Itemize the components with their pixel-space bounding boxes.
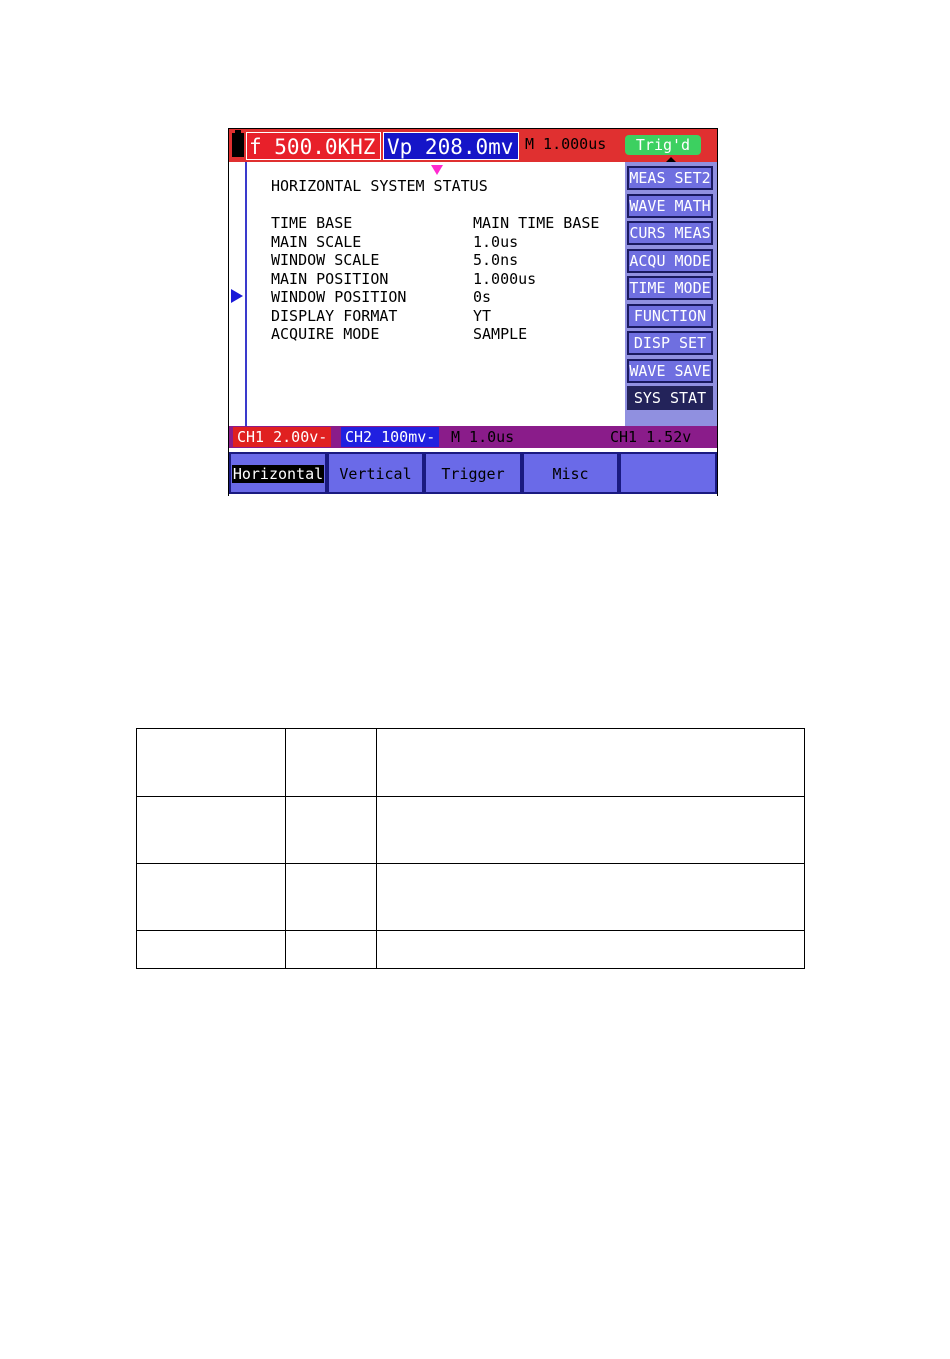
table-row [137,864,805,931]
softkey-trigger[interactable] [424,452,522,494]
ch2-scale-badge: CH2 100mv- [341,427,439,447]
menu-item-meas-set2[interactable]: MEAS SET2 [627,166,713,190]
softkey-label: Vertical [339,464,412,483]
menu-item-wave-math[interactable]: WAVE MATH [627,194,713,218]
table-cell [286,864,377,931]
status-label: DISPLAY FORMAT [271,306,398,325]
menu-item-acqu-mode[interactable]: ACQU MODE [627,249,713,273]
menu-item-function[interactable]: FUNCTION [627,304,713,328]
softkey-label: Horizontal [232,464,324,483]
softkey-label: Trigger [441,464,505,483]
status-value: MAIN TIME BASE [473,214,600,232]
softkey-misc[interactable] [522,452,619,494]
table-cell [286,931,377,969]
status-value: SAMPLE [473,325,528,343]
table-cell [286,729,377,797]
channel-position-marker-icon[interactable] [231,289,243,303]
vpp-readout: Vp 208.0mv [383,132,519,160]
frequency-readout: f 500.0KHZ [246,132,381,160]
table-cell [377,797,805,864]
status-title: HORIZONTAL SYSTEM STATUS [271,177,488,195]
status-label: MAIN SCALE [271,232,362,251]
table-cell [377,864,805,931]
status-label: WINDOW SCALE [271,251,380,269]
status-value: 1.0us [473,232,519,251]
menu-item-sys-stat[interactable]: SYS STAT [627,386,713,410]
table-row [137,729,805,797]
table-cell [137,797,286,864]
ch1-scale-badge: CH1 2.00v- [233,427,331,447]
table-cell [137,729,286,797]
menu-item-wave-save[interactable]: WAVE SAVE [627,359,713,383]
menu-item-time-mode[interactable]: TIME MODE [627,276,713,300]
oscilloscope-screen [228,128,718,496]
trigger-status-badge: Trig'd [625,135,701,155]
timebase-readout: M 1.000us [525,135,607,153]
menu-item-curs-meas[interactable]: CURS MEAS [627,221,713,245]
status-value: 0s [473,288,492,306]
status-label: MAIN POSITION [271,269,389,288]
empty-table [136,728,805,969]
softkey-horizontal[interactable] [229,452,327,494]
table-cell [377,931,805,969]
table-cell [377,729,805,797]
softkey-blank[interactable] [619,452,717,494]
table-cell [286,797,377,864]
table-cell [137,864,286,931]
status-label: WINDOW POSITION [271,288,407,306]
table-row [137,931,805,969]
status-label: TIME BASE [271,214,353,232]
timebase-info: M 1.0us [451,428,515,446]
table-cell [137,931,286,969]
table-row [137,797,805,864]
trigger-position-marker-icon[interactable] [431,165,443,175]
status-value: 5.0ns [473,251,519,269]
left-position-strip [229,162,247,426]
status-value: 1.000us [473,269,537,288]
softkey-vertical[interactable] [327,452,424,494]
status-value: YT [473,306,492,325]
softkey-bar [229,450,717,496]
function-menu [625,162,717,426]
top-status-bar [229,129,717,162]
trigger-level-info: CH1 1.52v [610,428,692,446]
battery-icon [232,133,244,157]
menu-item-disp-set[interactable]: DISP SET [627,331,713,355]
status-label: ACQUIRE MODE [271,325,380,343]
channel-info-bar [229,426,717,448]
softkey-label: Misc [552,464,589,483]
